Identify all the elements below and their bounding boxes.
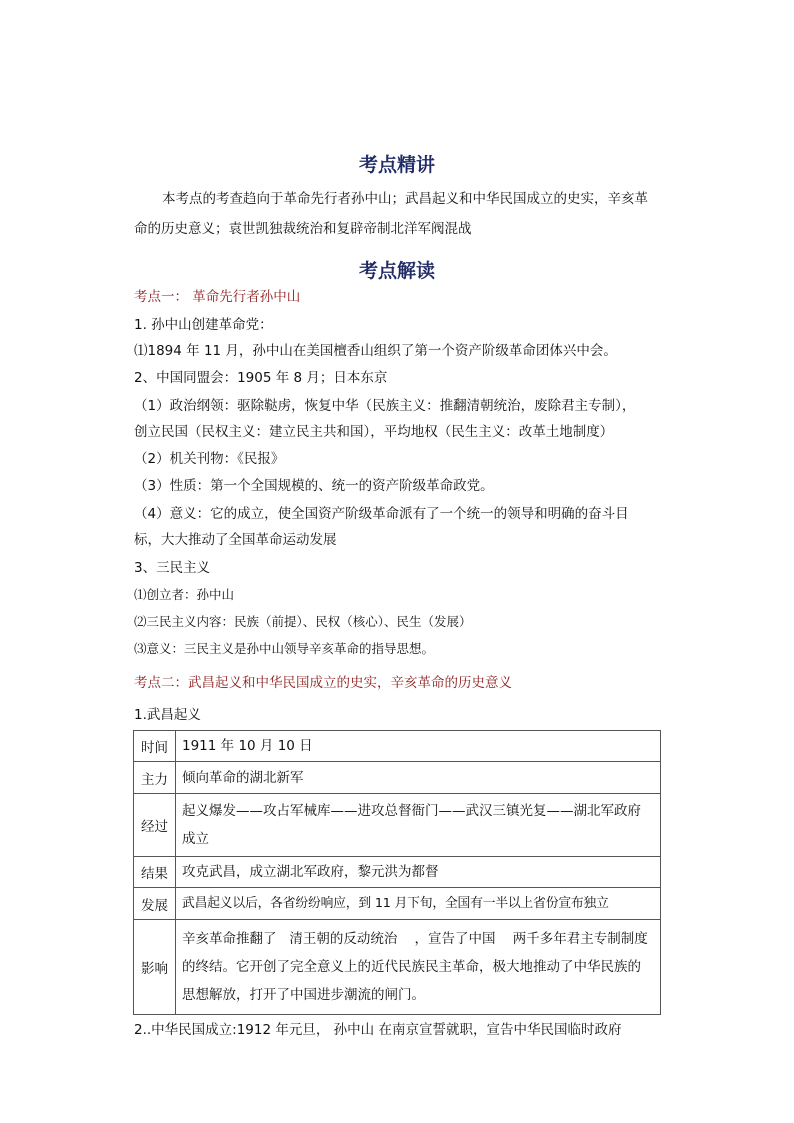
kp1-point-3: （3）性质：第一个全国规模的、统一的资产阶级革命政党。 — [134, 478, 494, 494]
kp1-heading: 考点一： 革命先行者孙中山 — [134, 289, 301, 305]
table-row — [134, 920, 661, 1015]
kp1-item-3: 3、三民主义 — [134, 560, 211, 576]
table-key: 影响 — [134, 920, 176, 1015]
table-key: 主力 — [134, 762, 176, 794]
table-value: 武昌起义以后，各省纷纷响应，到 11 月下旬，全国有一半以上省份宣布独立 — [176, 888, 661, 920]
intro-line-1: 本考点的考查趋向于革命先行者孙中山；武昌起义和中华民国成立的史实，辛亥革 — [162, 191, 648, 207]
kp1-item-2: 2、中国同盟会：1905 年 8 月；日本东京 — [134, 370, 388, 386]
table-row — [134, 794, 661, 857]
table-key: 经过 — [134, 794, 176, 857]
table-value: 起义爆发——攻占军械库——进攻总督衙门——武汉三镇光复——湖北军政府成立 — [176, 794, 661, 857]
kp2-heading: 考点二：武昌起义和中华民国成立的史实，辛亥革命的历史意义 — [134, 675, 512, 691]
table-row — [134, 762, 661, 794]
kp1-sub-1: ⑴创立者：孙中山 — [134, 587, 235, 602]
kp1-point-4-line-1: （4）意义：它的成立，使全国资产阶级革命派有了一个统一的领导和明确的奋斗目 — [134, 506, 629, 522]
page-title: 考点精讲 — [358, 154, 435, 176]
table-value: 1911 年 10 月 10 日 — [176, 731, 661, 762]
table-key: 结果 — [134, 857, 176, 888]
kp1-item-1a: ⑴1894 年 11 月，孙中山在美国檀香山组织了第一个资产阶级革命团体兴中会。 — [134, 343, 617, 359]
wuchang-table — [133, 730, 665, 1015]
table-row — [134, 888, 661, 920]
kp1-point-4-line-2: 标，大大推动了全国革命运动发展 — [134, 532, 337, 548]
table-value: 攻克武昌，成立湖北军政府，黎元洪为都督 — [176, 857, 661, 888]
kp1-item-1: 1. 孙中山创建革命党： — [134, 317, 273, 333]
table-key: 发展 — [134, 888, 176, 920]
kp2-sub-1: 1.武昌起义 — [134, 707, 201, 723]
kp1-sub-3: ⑶意义：三民主义是孙中山领导辛亥革命的指导思想。 — [134, 641, 435, 656]
section-title: 考点解读 — [358, 260, 435, 282]
kp1-point-1-line-1: （1）政治纲领：驱除鞑虏，恢复中华（民族主义：推翻清朝统治，废除君主专制）， — [134, 398, 636, 414]
kp1-point-1-line-2: 创立民国（民权主义：建立民主共和国），平均地权（民生主义：改革土地制度） — [134, 424, 614, 440]
kp1-sub-2: ⑵三民主义内容：民族（前提）、民权（核心）、民生（发展） — [134, 614, 472, 629]
table-row — [134, 857, 661, 888]
table-value: 倾向革命的湖北新军 — [176, 762, 661, 794]
table-key: 时间 — [134, 731, 176, 762]
table-row — [134, 731, 661, 762]
intro-line-2: 命的历史意义；袁世凯独裁统治和复辟帝制北洋军阀混战 — [134, 221, 472, 237]
kp2-sub-2: 2..中华民国成立:1912 年元旦， 孙中山 在南京宣誓就职，宣告中华民国临时政府 — [134, 1022, 622, 1038]
table-value: 辛亥革命推翻了 清王朝的反动统治 ，宣告了中国 两千多年君主专制制度 的终结。它开创了完全意义上的近代民族民主革命，极大地推动了中华民族的思想解放，打开了中国进步潮流的闸门。 — [176, 920, 661, 1015]
kp1-point-2: （2）机关刊物：《民报》 — [134, 451, 285, 467]
